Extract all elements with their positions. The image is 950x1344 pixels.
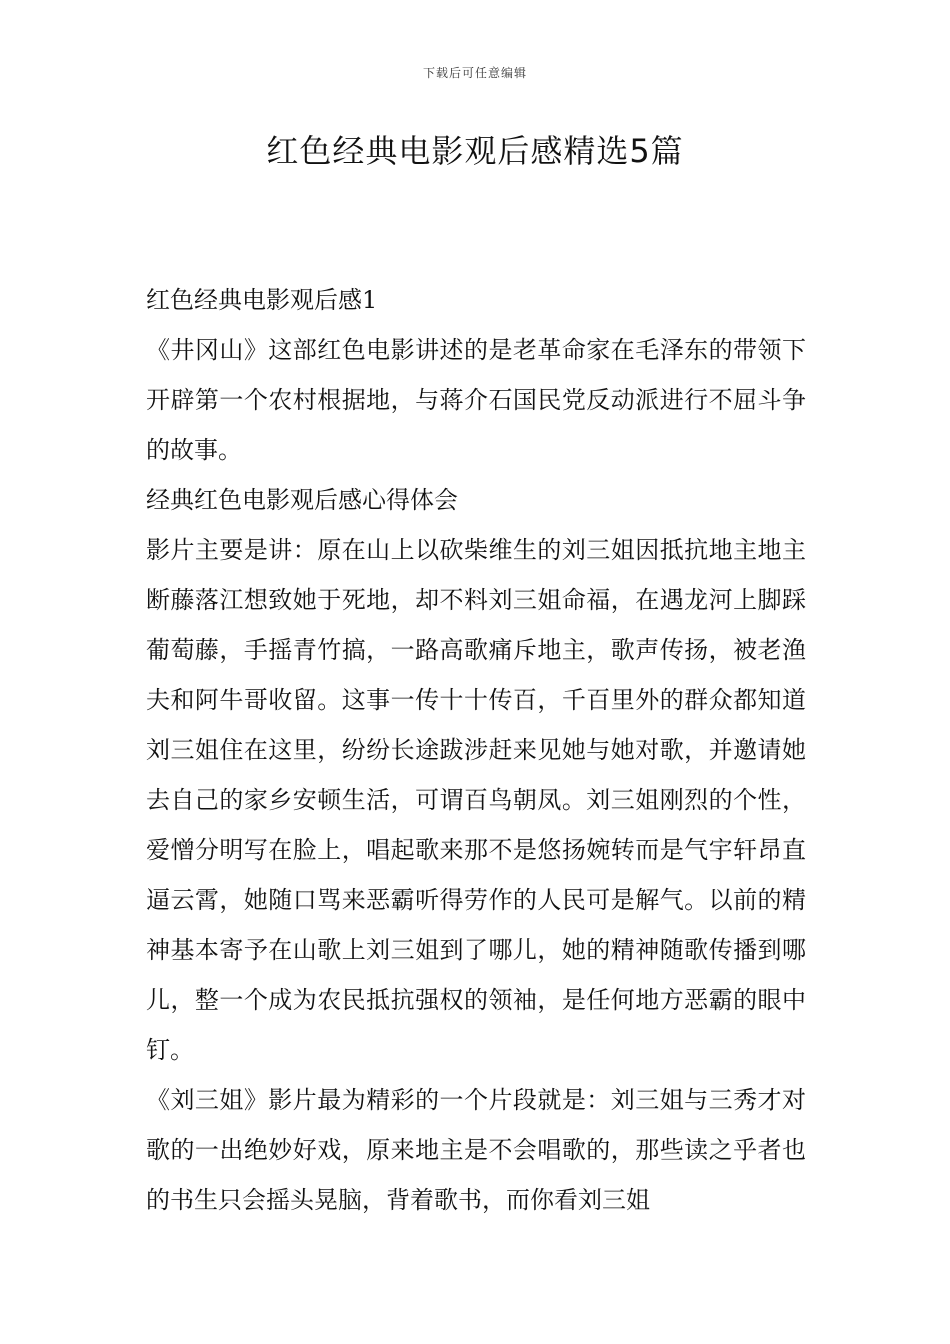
- header-note: 下载后可任意编辑: [422, 66, 527, 80]
- section-heading-2: 经典红色电影观后感心得体会: [146, 486, 458, 514]
- section-heading-1: 红色经典电影观后感1: [146, 286, 378, 314]
- paragraph-1: 《井冈山》这部红色电影讲述的是老革命家在毛泽东的带领下开辟第一个农村根据地，与蒋介石国民党反动派进行不屈斗争的故事。: [146, 336, 806, 464]
- paragraph-3: 《刘三姐》影片最为精彩的一个片段就是：刘三姐与三秀才对歌的一出绝妙好戏，原来地主是不会唱歌的，那些读之乎者也的书生只会摇头晃脑，背着歌书，而你看刘三姐: [146, 1086, 806, 1214]
- document-title: 红色经典电影观后感精选5篇: [266, 132, 684, 170]
- paragraph-2: 影片主要是讲：原在山上以砍柴维生的刘三姐因抵抗地主地主断藤落江想致她于死地，却不料刘三姐命福，在遇龙河上脚踩葡萄藤，手摇青竹搞，一路高歌痛斥地主，歌声传扬，被老渔夫和阿牛哥收留。这事一传十十传百，千百里外的群众都知道刘三姐住在这里，纷纷长途跋涉赶来见她与她对歌，并邀请她去自己的家乡安顿生活，可谓百鸟朝凤。刘三姐刚烈的个性，爱憎分明写在脸上，唱起歌来那不是悠扬婉转而是气宇轩昂直逼云霄，她随口骂来恶霸听得劳作的人民可是解气。以前的精神基本寄予在山歌上刘三姐到了哪儿，她的精神随歌传播到哪儿，整一个成为农民抵抗强权的领袖，是任何地方恶霸的眼中钉。: [146, 536, 806, 1064]
- document-body: [146, 275, 806, 1225]
